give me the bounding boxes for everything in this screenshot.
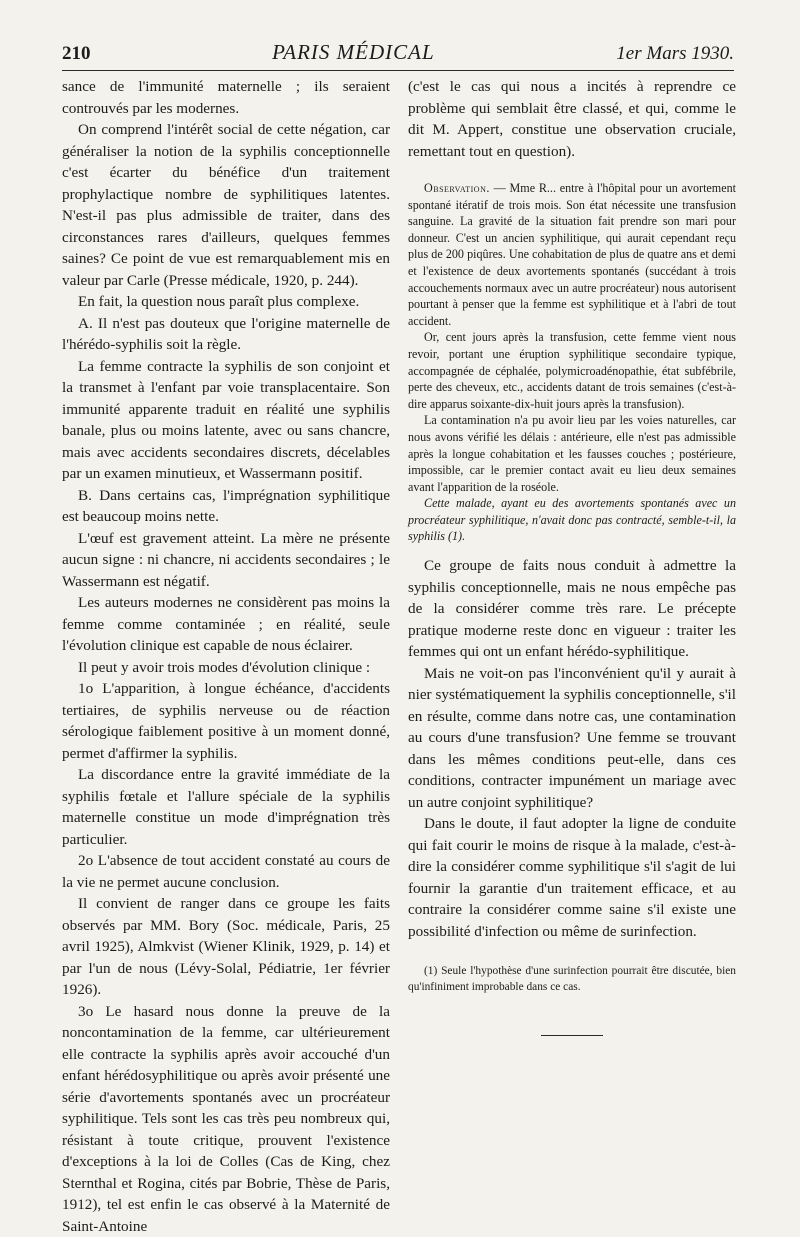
page-header: [62, 40, 734, 71]
paragraph: On comprend l'intérêt social de cette négation, car généraliser la notion de la syphilis conceptionnelle c'est écarter du bénéfice d'un traitement prophylactique nombre de syphilitiques latentes. N'est-il pas plus admissible de traiter, dans des circonstances rares d'ailleurs, quelques femmes saines? Ce point de vue est remarquablement mis en valeur par Carle (Presse médicale, 1920, p. 244).: [62, 119, 390, 291]
paragraph: (c'est le cas qui nous a incités à reprendre ce problème qui semblait être classé, et qui, comme le dit M. Appert, constitue une observation cruciale, remettant tout en question).: [408, 76, 736, 162]
paragraph: 3o Le hasard nous donne la preuve de la noncontamination de la femme, car ultérieurement elle contracte la syphilis après avoir accouché d'un enfant hérédosyphilitique ou après avoir présenté une série d'avortements spontanés avec un procréateur syphilitique. Tels sont les cas très peu nombreux qui, résistant à toute critique, prouvent l'existence d'exceptions à la loi de Colles (Cas de King, chez Sternthal et Rogina, cités par Bobrie, Thèse de Paris, 1912), tel est enfin le cas observé à la Maternité de Saint-Antoine: [62, 1001, 390, 1237]
observation-paragraph: [408, 180, 736, 329]
end-rule: [541, 1035, 603, 1036]
paragraph: Il peut y avoir trois modes d'évolution clinique :: [62, 657, 390, 679]
right-column: [408, 76, 736, 1036]
paragraph: 2o L'absence de tout accident constaté au cours de la vie ne permet aucune conclusion.: [62, 850, 390, 893]
paragraph: L'œuf est gravement atteint. La mère ne présente aucun signe : ni chancre, ni accidents secondaires ; le Wassermann est négatif.: [62, 528, 390, 593]
journal-title: PARIS MÉDICAL: [272, 40, 435, 65]
paragraph: En fait, la question nous paraît plus complexe.: [62, 291, 390, 313]
paragraph: Mais ne voit-on pas l'inconvénient qu'il y aurait à nier systématiquement la syphilis conceptionnelle, s'il en résulte, comme dans notre cas, une contamination au cours d'une transfusion? Une femme se trouvant dans les mêmes conditions peut-elle, dans ces conditions, contracter impunément un mariage avec un autre conjoint syphilitique?: [408, 663, 736, 814]
observation-conclusion: Cette malade, ayant eu des avortements spontanés avec un procréateur syphilitique, n'avait donc pas contracté, semble-t-il, la syphilis (1).: [408, 495, 736, 545]
footnote: (1) Seule l'hypothèse d'une surinfection pourrait être discutée, bien qu'infiniment improbable dans ce cas.: [408, 964, 736, 995]
page-number: 210: [62, 43, 91, 65]
observation-paragraph: Or, cent jours après la transfusion, cette femme vient nous revoir, portant une éruption syphilitique secondaire typique, accompagnée de céphalée, polymicroadénopathie, état subfébrile, perte des cheveux, etc., accidents datant de trois semaines (c'est-à-dire apparus soixante-dix-huit jours après la transfusion).: [408, 329, 736, 412]
paragraph: Les auteurs modernes ne considèrent pas moins la femme comme contaminée ; en réalité, seule l'évolution clinique est capable de nous éclairer.: [62, 592, 390, 657]
paragraph: La femme contracte la syphilis de son conjoint et la transmet à l'enfant par voie transplacentaire. Son immunité apparente traduit en réalité une syphilis banale, plus ou moins latente, avec ou sans chancre, mais avec accidents secondaires discrets, décelables par un examen minutieux, et Wassermann positif.: [62, 356, 390, 485]
left-column: [62, 76, 390, 1237]
issue-date: 1er Mars 1930.: [616, 43, 734, 65]
paragraph: A. Il n'est pas douteux que l'origine maternelle de l'hérédo-syphilis soit la règle.: [62, 313, 390, 356]
observation-block: [408, 180, 736, 545]
observation-label: Observation.: [424, 181, 490, 195]
observation-text: — Mme R... entre à l'hôpital pour un avortement spontané itératif de trois mois. Son état nécessite une transfusion sanguine. La gravité de la situation fait prendre son mari pour donneur. C'est un ancien syphilitique, qui aurait cependant reçu plus de 200 piqûres. Une cohabitation de plus de quatre ans et demi et l'existence de deux avortements spontanés (succédant à trois accouchements normaux avec un autre procréateur) nous autorisent pourtant à penser que la femme est syphilitique et à l'abri de tout accident.: [408, 181, 736, 328]
paragraph: La discordance entre la gravité immédiate de la syphilis fœtale et l'allure spéciale de la syphilis maternelle constitue un mode d'imprégnation très particulier.: [62, 764, 390, 850]
observation-paragraph: La contamination n'a pu avoir lieu par les voies naturelles, car nous avons vérifié les délais : antérieure, elle n'est pas admissible après la longue cohabitation et les fausses couches ; postérieure, impossible, car le premier contact avait eu lieu deux semaines avant l'apparition de la roséole.: [408, 412, 736, 495]
paragraph: Il convient de ranger dans ce groupe les faits observés par MM. Bory (Soc. médicale, Paris, 25 avril 1925), Almkvist (Wiener Klinik, 1929, p. 14) et par l'un de nous (Lévy-Solal, Pédiatrie, 1er février 1926).: [62, 893, 390, 1001]
paragraph: Ce groupe de faits nous conduit à admettre la syphilis conceptionnelle, mais ne nous empêche pas de la considérer comme très rare. Le précepte pratique moderne reste donc en vigueur : traiter les femmes qui ont un enfant hérédo-syphilitique.: [408, 555, 736, 663]
paragraph: B. Dans certains cas, l'imprégnation syphilitique est beaucoup moins nette.: [62, 485, 390, 528]
conclusion-section: [408, 555, 736, 942]
paragraph: Dans le doute, il faut adopter la ligne de conduite qui fait courir le moins de risque à la malade, c'est-à-dire la considérer comme syphilitique s'il s'agit de lui fournir la garantie d'un traitement efficace, et au contraire la considérer comme saine s'il existe une possibilité d'infection ou même de surinfection.: [408, 813, 736, 942]
paragraph: sance de l'immunité maternelle ; ils seraient controuvés par les modernes.: [62, 76, 390, 119]
paragraph: 1o L'apparition, à longue échéance, d'accidents tertiaires, de syphilis nerveuse ou de réaction sérologique faiblement positive à un moment donné, permet d'affirmer la syphilis.: [62, 678, 390, 764]
